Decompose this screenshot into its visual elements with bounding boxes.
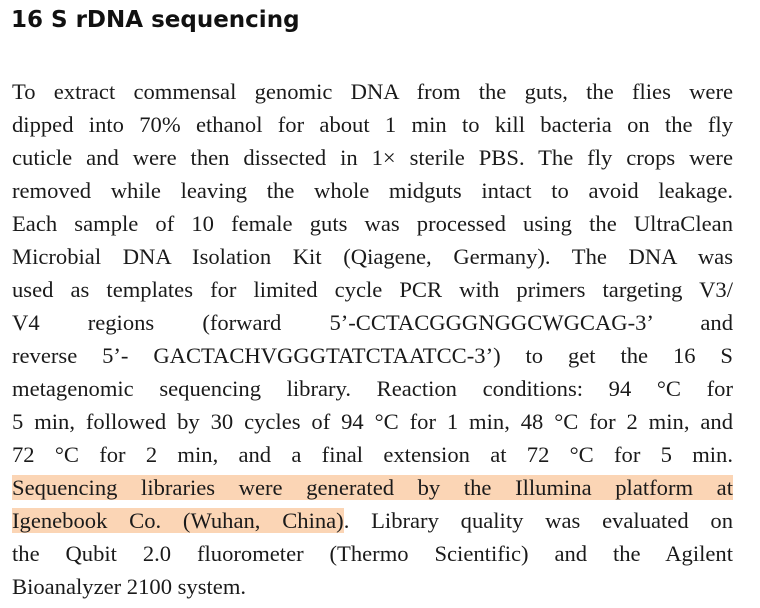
paragraph-line: cuticle and were then dissected in 1× sterile PBS. The fly crops were (12, 145, 733, 170)
paragraph-line-partial-highlight (12, 504, 733, 537)
paragraph-line: To extract commensal genomic DNA from the guts, the flies were (12, 79, 733, 104)
paragraph-line: metagenomic sequencing library. Reaction conditions: 94 °C for (12, 376, 733, 401)
paragraph-line: Microbial DNA Isolation Kit (Qiagene, Germany). The DNA was (12, 244, 733, 269)
paragraph-line-highlighted (12, 471, 733, 504)
paragraph-line: 5 min, followed by 30 cycles of 94 °C for 1 min, 48 °C for 2 min, and (12, 409, 733, 434)
plain-text: . Library quality was evaluated on (343, 508, 733, 533)
paragraph-line: 72 °C for 2 min, and a final extension at 72 °C for 5 min. (12, 442, 733, 467)
paragraph-line: Each sample of 10 female guts was processed using the UltraClean (12, 211, 733, 236)
paragraph-line: used as templates for limited cycle PCR with primers targeting V3/ (12, 277, 733, 302)
paragraph-line: the Qubit 2.0 fluorometer (Thermo Scientific) and the Agilent (12, 541, 733, 566)
highlighted-text: Igenebook Co. (Wuhan, China) (12, 508, 344, 533)
paragraph-line: removed while leaving the whole midguts intact to avoid leakage. (12, 178, 733, 203)
highlighted-text: Sequencing libraries were generated by the Illumina platform at (12, 475, 733, 500)
paragraph-line: V4 regions (forward 5’-CCTACGGGNGGCWGCAG-3’ and (12, 310, 733, 335)
paragraph-line: reverse 5’- GACTACHVGGGTATCTAATCC-3’) to get the 16 S (12, 343, 733, 368)
paragraph-line: dipped into 70% ethanol for about 1 min to kill bacteria on the fly (12, 112, 733, 137)
paragraph-line: Bioanalyzer 2100 system. (12, 574, 247, 599)
methods-paragraph (12, 75, 733, 603)
section-heading: 16 S rDNA sequencing (11, 7, 300, 33)
